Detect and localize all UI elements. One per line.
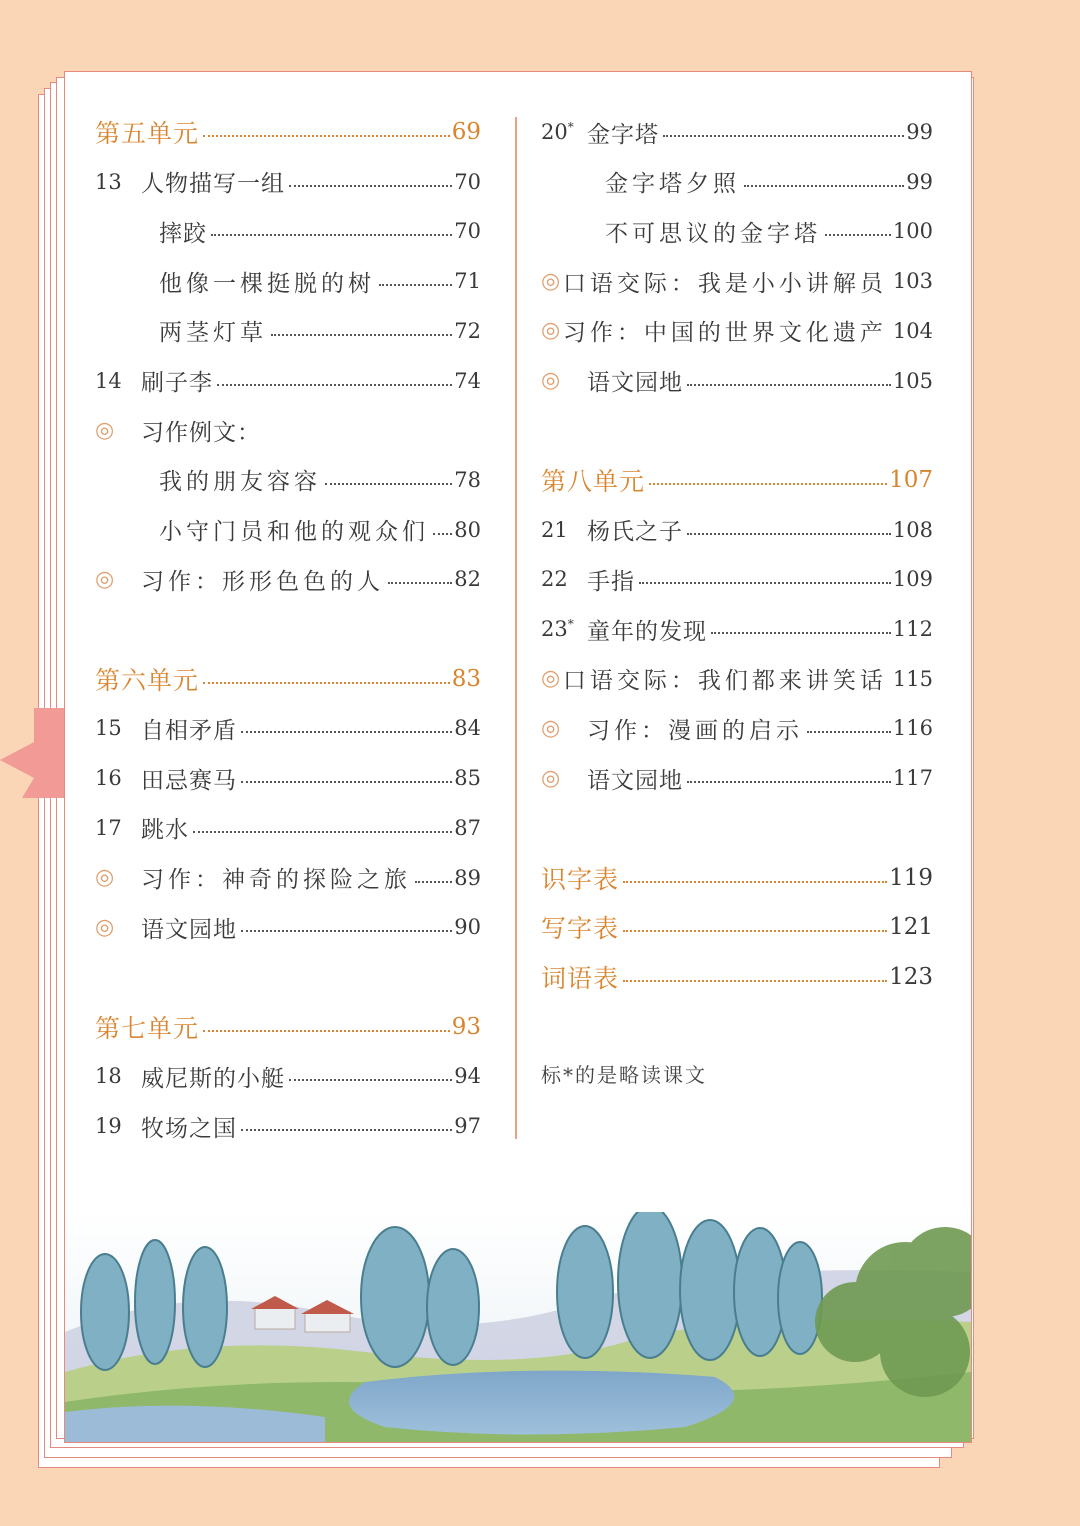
lesson-number <box>95 716 141 740</box>
page-number: 108 <box>892 517 933 542</box>
skim-reading-star: * <box>567 120 574 134</box>
entry-title: 不可思议的金字塔 <box>605 220 821 247</box>
toc-entry[interactable] <box>541 211 933 251</box>
entry-title: 小守门员和他的观众们 <box>159 519 429 546</box>
entry-title: 第六单元 <box>95 665 200 695</box>
entry-title: 我的朋友容容 <box>159 469 321 496</box>
dot-leader <box>193 831 452 833</box>
entry-title: 摔跤 <box>159 220 207 247</box>
entry-title: 威尼斯的小艇 <box>141 1065 285 1092</box>
entry-title: 识字表 <box>541 864 620 894</box>
dot-leader <box>433 533 452 535</box>
toc-page <box>64 71 972 1443</box>
page-number: 72 <box>454 318 481 343</box>
dot-leader <box>379 284 452 286</box>
entry-title: 口语交际：我们都来讲笑话 <box>562 668 887 695</box>
column-divider <box>515 117 517 1139</box>
page-number: 82 <box>454 567 481 592</box>
page-number: 80 <box>454 517 481 542</box>
dot-leader <box>388 582 452 584</box>
entry-title: 语文园地 <box>141 916 237 943</box>
entry-title: 第五单元 <box>95 119 200 148</box>
entry-title: 牧场之国 <box>141 1115 237 1142</box>
toc-entry[interactable] <box>95 162 481 202</box>
dot-leader <box>649 483 887 485</box>
page-number: 123 <box>889 963 933 990</box>
page-number: 84 <box>454 716 481 741</box>
bullet-icon: ◎ <box>541 368 561 393</box>
toc-entry[interactable] <box>95 1056 481 1096</box>
lesson-number <box>541 617 587 641</box>
skim-reading-star: * <box>567 617 574 631</box>
toc-entry[interactable] <box>541 758 933 798</box>
toc-entry[interactable] <box>541 858 933 898</box>
page-number: 93 <box>451 1013 481 1040</box>
lesson-number-text: 17 <box>95 815 122 840</box>
entry-title: 习作：漫画的启示 <box>587 717 803 744</box>
bullet-icon: ◎ <box>95 566 115 592</box>
lesson-number <box>95 369 141 393</box>
dot-leader <box>415 881 452 883</box>
toc-entry[interactable] <box>95 112 481 152</box>
page-number: 90 <box>454 915 481 940</box>
dot-leader <box>687 533 891 535</box>
page-number: 116 <box>892 716 933 741</box>
dot-leader <box>241 930 452 932</box>
entry-title: 金字塔夕照 <box>605 171 740 198</box>
entry-title: 金字塔 <box>587 121 659 148</box>
toc-entry[interactable] <box>95 708 481 748</box>
page-number: 109 <box>892 567 933 592</box>
lesson-number-text: 18 <box>95 1064 122 1089</box>
dot-leader <box>289 185 452 187</box>
bullet-icon: ◎ <box>95 865 115 890</box>
entry-title: 童年的发现 <box>587 618 707 645</box>
dot-leader <box>289 1079 452 1081</box>
lesson-number <box>541 120 587 144</box>
page-number: 121 <box>889 914 933 941</box>
bullet-icon: ◎ <box>541 715 561 741</box>
dot-leader <box>623 930 887 932</box>
landscape-illustration <box>65 1212 971 1442</box>
entry-title: 自相矛盾 <box>141 717 237 744</box>
page-number: 89 <box>454 865 481 890</box>
bullet-icon: ◎ <box>541 765 561 791</box>
page-number: 70 <box>454 169 481 194</box>
entry-title: 词语表 <box>541 963 620 993</box>
dot-leader <box>203 135 450 137</box>
toc-entry[interactable] <box>541 659 933 699</box>
lesson-number-text: 14 <box>95 368 122 393</box>
page-number: 107 <box>889 466 933 493</box>
page-number: 99 <box>906 120 933 144</box>
lesson-number-text: 16 <box>95 766 122 791</box>
entry-title: 写字表 <box>541 914 620 944</box>
bookmark-ribbon <box>0 708 64 798</box>
toc-entry[interactable] <box>541 261 933 301</box>
dot-leader <box>687 781 891 783</box>
dot-leader <box>217 384 452 386</box>
lesson-number <box>541 567 587 591</box>
dot-leader <box>241 781 452 783</box>
page-number: 78 <box>454 467 481 492</box>
toc-entry[interactable] <box>95 211 481 251</box>
toc-entry[interactable] <box>95 1007 481 1047</box>
lesson-number-text: 20 <box>541 120 568 144</box>
page-number: 100 <box>892 219 933 244</box>
entry-title: 语文园地 <box>587 370 683 396</box>
entry-title: 田忌赛马 <box>141 767 237 794</box>
lesson-number-text: 19 <box>95 1114 122 1138</box>
toc-entry[interactable] <box>541 162 933 202</box>
entry-title: 跳水 <box>141 817 189 844</box>
dot-leader <box>241 1129 452 1131</box>
dot-leader <box>687 384 891 386</box>
bullet-icon: ◎ <box>541 318 561 344</box>
toc-entry[interactable] <box>95 510 481 550</box>
entry-title: 手指 <box>587 568 635 595</box>
toc-entry[interactable] <box>541 510 933 550</box>
dot-leader <box>639 582 891 584</box>
entry-title: 第八单元 <box>541 466 646 496</box>
page-number: 71 <box>454 269 481 294</box>
lesson-number <box>95 766 141 790</box>
page-number: 104 <box>892 318 933 343</box>
page-number: 119 <box>889 864 933 891</box>
toc-entry[interactable] <box>95 410 481 450</box>
bullet-icon: ◎ <box>95 417 115 443</box>
dot-leader <box>623 980 887 982</box>
toc-entry[interactable] <box>541 708 933 748</box>
toc-entry[interactable] <box>95 559 481 599</box>
toc-entry[interactable] <box>95 659 481 699</box>
dot-leader <box>744 185 904 187</box>
toc-entry[interactable] <box>95 261 481 301</box>
dot-leader <box>663 135 904 137</box>
page-number: 85 <box>454 766 481 791</box>
lesson-number <box>95 1114 141 1138</box>
page-number: 103 <box>892 269 933 294</box>
dot-leader <box>271 334 452 336</box>
toc-entry[interactable] <box>541 460 933 500</box>
bullet-icon: ◎ <box>541 268 561 294</box>
entry-title: 语文园地 <box>587 767 683 794</box>
bullet-icon: ◎ <box>541 666 561 692</box>
toc-entry[interactable] <box>95 311 481 351</box>
dot-leader <box>623 881 887 883</box>
lesson-number-text: 22 <box>541 567 568 592</box>
entry-title: 习作：神奇的探险之旅 <box>141 867 411 893</box>
toc-entry[interactable] <box>541 559 933 599</box>
entry-title: 两茎灯草 <box>159 320 267 347</box>
entry-title: 刷子李 <box>141 370 213 396</box>
entry-title: 口语交际：我是小小讲解员 <box>562 270 887 297</box>
entry-title: 人物描写一组 <box>141 171 285 198</box>
lesson-number <box>541 518 587 542</box>
toc-entry[interactable] <box>541 112 933 152</box>
toc-entry[interactable] <box>95 907 481 947</box>
page-number: 97 <box>454 1114 481 1138</box>
entry-title: 杨氏之子 <box>587 519 683 546</box>
toc-entry[interactable] <box>541 361 933 401</box>
toc-entry[interactable] <box>95 758 481 798</box>
lesson-number <box>95 1064 141 1088</box>
page-number: 69 <box>451 119 481 145</box>
toc-entry[interactable] <box>541 957 933 997</box>
page-number: 74 <box>454 368 481 393</box>
dot-leader <box>203 1030 450 1032</box>
page-number: 94 <box>454 1064 481 1089</box>
page-number: 115 <box>892 666 933 691</box>
entry-title: 他像一棵挺脱的树 <box>159 270 375 297</box>
page-number: 87 <box>454 815 481 840</box>
dot-leader <box>807 731 891 733</box>
footnote: 标*的是略读课文 <box>541 1063 707 1087</box>
lesson-number-text: 13 <box>95 169 122 194</box>
toc-entry[interactable] <box>95 460 481 500</box>
entry-title: 习作：中国的世界文化遗产 <box>562 320 887 347</box>
toc-entry[interactable] <box>95 858 481 898</box>
entry-title: 第七单元 <box>95 1013 200 1043</box>
lesson-number <box>95 170 141 194</box>
page-number: 105 <box>892 368 933 393</box>
page-number: 70 <box>454 219 481 244</box>
dot-leader <box>211 234 452 236</box>
page-number: 99 <box>906 169 933 194</box>
dot-leader <box>241 731 452 733</box>
dot-leader <box>711 632 891 634</box>
toc-entry[interactable] <box>541 311 933 351</box>
entry-title: 习作例文： <box>141 419 261 446</box>
bullet-icon: ◎ <box>95 914 115 940</box>
toc-entry[interactable] <box>95 808 481 848</box>
lesson-number-text: 21 <box>541 517 568 542</box>
dot-leader <box>825 234 891 236</box>
page-number: 117 <box>892 766 933 791</box>
dot-leader <box>325 483 452 485</box>
page-number: 83 <box>451 665 481 692</box>
entry-title: 习作：形形色色的人 <box>141 568 384 595</box>
lesson-number-text: 23 <box>541 617 568 641</box>
toc-entry[interactable] <box>541 907 933 947</box>
lesson-number <box>95 816 141 840</box>
dot-leader <box>203 682 450 684</box>
page-number: 112 <box>892 617 933 641</box>
toc-entry[interactable] <box>95 1106 481 1146</box>
toc-entry[interactable] <box>541 609 933 649</box>
lesson-number-text: 15 <box>95 716 122 741</box>
toc-entry[interactable] <box>95 361 481 401</box>
